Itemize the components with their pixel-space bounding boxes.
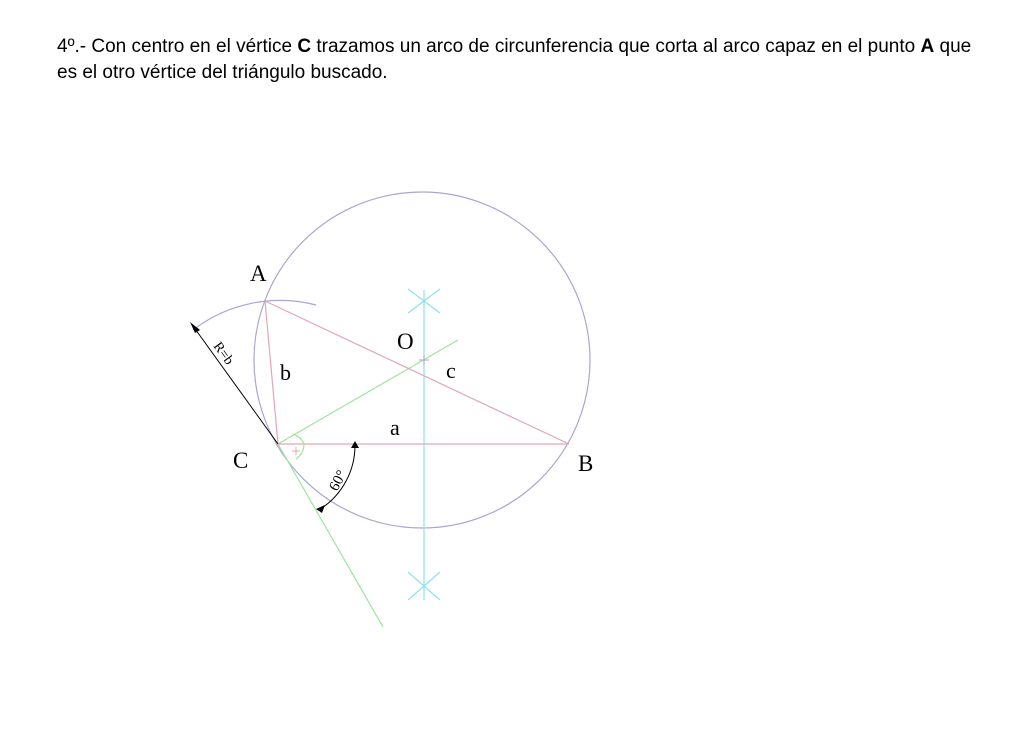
tangent-line bbox=[278, 444, 383, 627]
label-o-center: O bbox=[397, 329, 414, 354]
label-side-c: c bbox=[446, 358, 456, 383]
perpendicular-to-tangent bbox=[278, 340, 458, 444]
caption-part-1: 4º.- Con centro en el vértice bbox=[57, 36, 298, 57]
caption-part-3: que es el otro vértice del triángulo buscado. bbox=[57, 36, 972, 83]
right-angle-marker bbox=[293, 434, 304, 459]
radius-b-arc bbox=[193, 300, 316, 330]
label-b-vertex: B bbox=[578, 451, 594, 476]
center-tangent-marker bbox=[292, 447, 300, 455]
center-o-marker bbox=[419, 355, 429, 365]
label-c-vertex: C bbox=[233, 448, 249, 473]
label-angle: 60° bbox=[326, 467, 351, 494]
label-side-a: a bbox=[390, 415, 400, 440]
radius-dimension-line bbox=[193, 326, 278, 444]
caption-vertex-a: A bbox=[920, 36, 935, 57]
label-a-vertex: A bbox=[250, 261, 267, 286]
radius-arrow-head bbox=[190, 322, 200, 333]
label-side-b: b bbox=[280, 360, 291, 385]
label-radius: R=b bbox=[209, 339, 237, 368]
caption-vertex-c: C bbox=[297, 36, 312, 57]
side-b bbox=[265, 301, 278, 444]
caption-part-2: trazamos un arco de circunferencia que corta al arco capaz en el punto bbox=[311, 36, 921, 57]
side-c bbox=[265, 301, 569, 444]
